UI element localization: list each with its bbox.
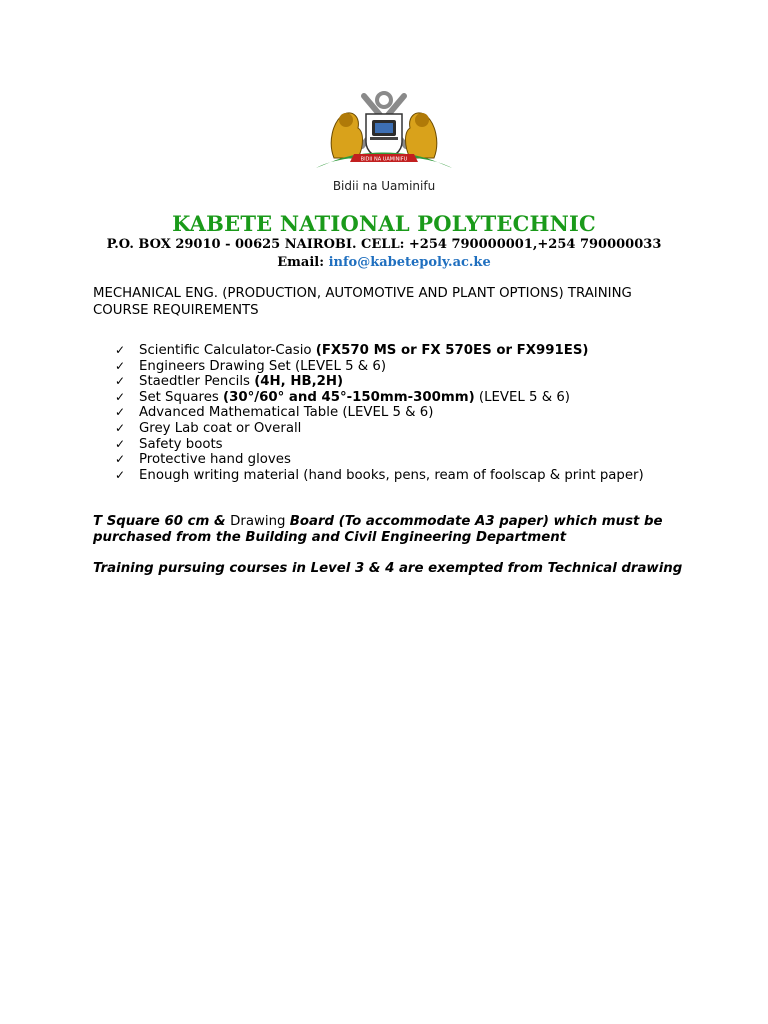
email-link[interactable]: info@kabetepoly.ac.ke xyxy=(328,255,491,270)
motto: Bidii na Uaminifu xyxy=(332,179,436,193)
requirement-text: Engineers Drawing Set (LEVEL 5 & 6) xyxy=(139,358,387,374)
email-label: Email: xyxy=(277,255,325,270)
requirement-text: Staedtler Pencils xyxy=(139,374,255,390)
requirement-spec: (FX570 MS or FX 570ES or FX991ES) xyxy=(315,343,589,358)
requirement-text: Advanced Mathematical Table (LEVEL 5 & 6) xyxy=(139,405,434,421)
requirement-spec: (4H, HB,2H) xyxy=(254,374,344,390)
checkmark-icon: ✓ xyxy=(115,405,126,420)
note-text-plain: Drawing xyxy=(230,514,290,529)
checkmark-icon: ✓ xyxy=(115,389,126,404)
checkmark-icon: ✓ xyxy=(115,452,126,467)
checkmark-icon: ✓ xyxy=(115,420,126,435)
requirement-item xyxy=(93,343,683,359)
checkmark-icon: ✓ xyxy=(115,436,126,451)
requirement-text: Enough writing material (hand books, pens, ream of foolscap & print paper) xyxy=(139,467,644,483)
checkmark-icon: ✓ xyxy=(115,358,126,373)
requirement-text: Grey Lab coat or Overall xyxy=(139,420,302,436)
checkmark-icon: ✓ xyxy=(115,343,126,357)
course-heading-line: COURSE REQUIREMENTS xyxy=(93,302,259,318)
requirement-text: Set Squares xyxy=(139,389,224,405)
t-square-note xyxy=(93,514,693,546)
note-text-bold: Board (To accommodate A3 paper) which must be purchased from the Building and Civil Engineering Department xyxy=(93,514,663,545)
note-text-bold: T Square 60 cm & xyxy=(93,514,231,529)
requirement-text: Safety boots xyxy=(139,436,223,452)
exemption-note: Training pursuing courses in Level 3 & 4 are exempted from Technical drawing xyxy=(93,561,683,576)
requirement-item xyxy=(93,359,683,375)
requirements-list xyxy=(93,343,683,483)
crest-banner-text: BIDII NA UAMINIFU xyxy=(360,156,408,163)
checkmark-icon: ✓ xyxy=(115,467,126,482)
requirement-text: Scientific Calculator-Casio xyxy=(139,343,316,358)
requirement-item xyxy=(93,405,683,421)
requirement-item xyxy=(93,390,683,406)
requirement-text: Protective hand gloves xyxy=(139,452,291,468)
postal-address: P.O. BOX 29010 - 00625 NAIROBI. CELL: +254 790000001,+254 790000033 xyxy=(106,237,662,252)
requirement-item xyxy=(93,468,683,484)
institution-title: KABETE NATIONAL POLYTECHNIC xyxy=(172,211,596,236)
course-heading xyxy=(93,286,683,319)
requirement-item xyxy=(93,374,683,390)
institution-crest-logo xyxy=(314,88,454,178)
crest-emblem-icon xyxy=(314,88,454,178)
checkmark-icon: ✓ xyxy=(115,374,126,389)
course-heading-line: MECHANICAL ENG. (PRODUCTION, AUTOMOTIVE AND PLANT OPTIONS) TRAINING xyxy=(93,286,632,301)
email-line xyxy=(0,255,768,270)
requirement-spec: (30°/60° and 45°-150mm-300mm) xyxy=(223,389,475,405)
requirement-item xyxy=(93,421,683,437)
requirement-item xyxy=(93,437,683,453)
requirement-item xyxy=(93,452,683,468)
requirement-level: (LEVEL 5 & 6) xyxy=(474,389,570,405)
